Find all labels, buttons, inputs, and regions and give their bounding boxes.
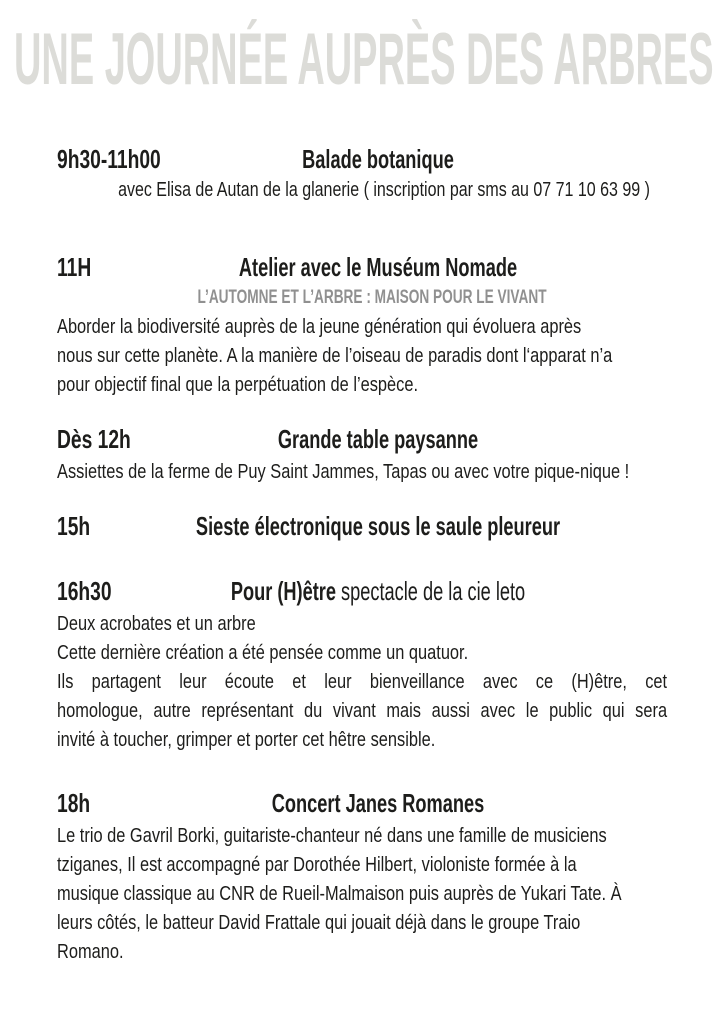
description-line: Cette dernière création a été pensée comme un quatuor. <box>57 642 469 664</box>
schedule-entry-grande-table <box>57 423 667 487</box>
event-title: Atelier avec le Muséum Nomade <box>238 252 518 282</box>
schedule-entry-atelier-museum <box>57 251 667 400</box>
event-title-bold: Pour (H)être <box>230 576 336 606</box>
description-line: pour objectif final que la perpétuation de l’espèce. <box>57 374 419 396</box>
event-time: 11H <box>57 252 92 282</box>
description-line: Le trio de Gavril Borki, guitariste-chanteur né dans une famille de musiciens <box>57 825 607 847</box>
event-description <box>57 822 667 967</box>
event-title: Concert Janes Romanes <box>271 788 485 818</box>
event-header <box>57 143 667 176</box>
description-line: invité à toucher, grimper et porter cet hêtre sensible. <box>57 729 436 751</box>
description-line: Romano. <box>57 941 124 963</box>
event-time: 15h <box>57 511 91 541</box>
description-line-justified: Ils partagent leur écoute et leur bienveillance avec ce (H)être, cet <box>57 671 668 693</box>
event-header <box>57 787 667 820</box>
event-time: Dès 12h <box>57 424 131 454</box>
description-line: musique classique au CNR de Rueil-Malmaison puis auprès de Yukari Tate. À <box>57 883 622 905</box>
schedule-entry-balade-botanique <box>57 143 667 205</box>
event-header <box>57 575 667 608</box>
description-line: Aborder la biodiversité auprès de la jeune génération qui évoluera après <box>57 316 582 338</box>
event-header <box>57 251 667 284</box>
schedule-entry-concert-janes-romanes <box>57 787 667 967</box>
event-header <box>57 423 667 456</box>
event-title-light: spectacle de la cie leto <box>335 576 526 606</box>
event-title <box>231 575 525 608</box>
event-title: Grande table paysanne <box>277 424 479 454</box>
event-title: Balade botanique <box>302 144 454 174</box>
event-note-row <box>57 176 667 205</box>
event-description <box>57 610 667 755</box>
event-tagline: L’AUTOMNE ET L’ARBRE : MAISON POUR LE VIVANT <box>197 286 547 308</box>
description-line: leurs côtés, le batteur David Frattale qui jouait déjà dans le groupe Traio <box>57 912 581 934</box>
description-line: Assiettes de la ferme de Puy Saint Jammes, Tapas ou avec votre pique-nique ! <box>57 461 630 483</box>
schedule-entry-sieste-electronique <box>57 510 667 543</box>
page-title: UNE JOURNÉE AUPRÈS DES ARBRES <box>14 19 714 100</box>
event-time: 18h <box>57 788 91 818</box>
description-line: Deux acrobates et un arbre <box>57 613 256 635</box>
event-description <box>57 313 667 400</box>
event-note: avec Elisa de Autan de la glanerie ( inscription par sms au 07 71 10 63 99 ) <box>118 179 650 201</box>
event-tagline-row <box>57 284 667 311</box>
description-line: nous sur cette planète. A la manière de l’oiseau de paradis dont l‘apparat n’a <box>57 345 613 367</box>
event-time: 16h30 <box>57 576 112 606</box>
event-header <box>57 510 667 543</box>
description-line-justified: homologue, autre représentant du vivant mais aussi avec le public qui sera <box>57 700 668 722</box>
schedule-entry-pour-hetre <box>57 575 667 755</box>
event-title: Sieste électronique sous le saule pleureur <box>195 511 561 541</box>
description-line: tziganes, Il est accompagné par Dorothée Hilbert, violoniste formée à la <box>57 854 577 876</box>
event-time: 9h30-11h00 <box>57 144 161 174</box>
event-description <box>57 458 667 487</box>
